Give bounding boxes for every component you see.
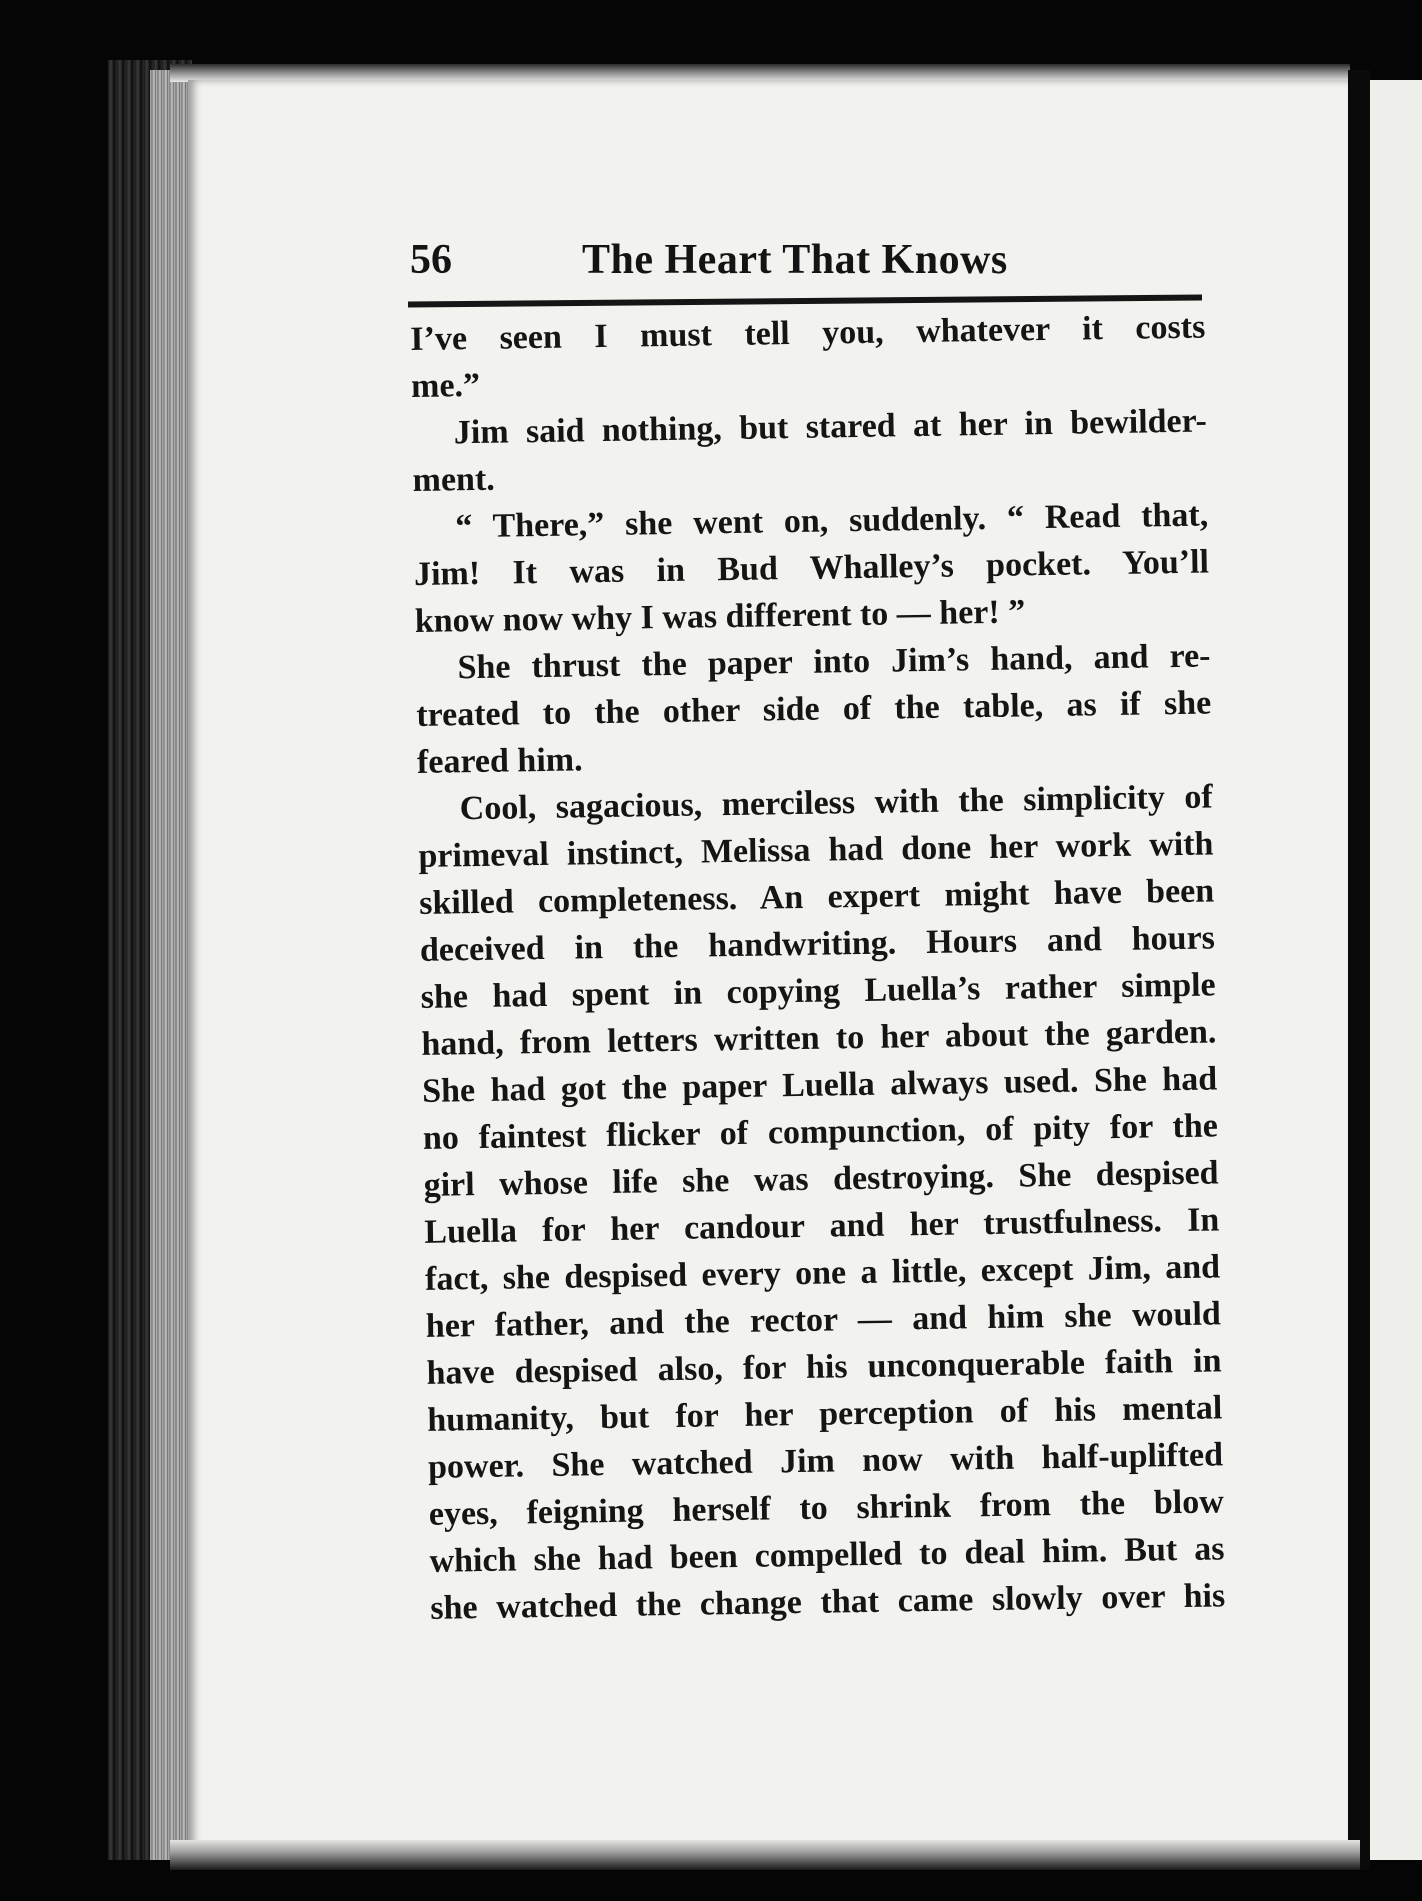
- text-line: Cool, sagacious, merciless with the simplicity of: [459, 778, 1213, 828]
- text-line: ment.: [412, 460, 496, 499]
- text-line: “ There,” she went on, suddenly. “ Read that,: [455, 496, 1209, 546]
- text-line: humanity, but for her perception of his mental: [427, 1389, 1223, 1439]
- text-line: she watched the change that came slowly over his: [430, 1577, 1226, 1627]
- text-line: no faintest flicker of compunction, of pity for the: [422, 1107, 1219, 1157]
- text-line: which she had been compelled to deal him. But as: [429, 1530, 1225, 1580]
- page-number: 56: [410, 237, 452, 283]
- text-line: hand, from letters written to her about the garden.: [421, 1013, 1217, 1063]
- text-line: feared him.: [416, 741, 583, 781]
- text-line: know now why I was different to — her! ”: [414, 593, 1026, 640]
- text-line: Luella for her candour and her trustfulness. In: [424, 1201, 1220, 1251]
- page-stack-edge: [150, 70, 190, 1860]
- text-line: I’ve seen I must tell you, whatever it costs: [410, 308, 1206, 358]
- text-line: Jim said nothing, but stared at her in bewilder-: [453, 402, 1208, 452]
- page-gutter: [1348, 70, 1370, 1870]
- facing-page-edge: [1370, 80, 1422, 1860]
- text-line: girl whose life she was destroying. She despised: [423, 1154, 1219, 1204]
- text-line: her father, and the rector — and him she would: [425, 1295, 1222, 1345]
- text-line: she had spent in copying Luella’s rather simple: [420, 966, 1216, 1016]
- text-line: eyes, feigning herself to shrink from the blow: [428, 1483, 1225, 1533]
- text-line: have despised also, for his unconquerable faith in: [426, 1342, 1222, 1392]
- running-header: [410, 236, 1200, 296]
- text-line: Jim! It was in Bud Whalley’s pocket. You’ll: [413, 543, 1210, 593]
- text-line: fact, she despised every one a little, except Jim, and: [424, 1248, 1221, 1298]
- text-line: skilled completeness. An expert might have been: [418, 872, 1215, 922]
- text-line: power. She watched Jim now with half-uplifted: [427, 1436, 1224, 1486]
- text-line: She thrust the paper into Jim’s hand, and re-: [457, 637, 1211, 687]
- text-line: treated to the other side of the table, as if she: [415, 684, 1212, 734]
- text-line: She had got the paper Luella always used. She had: [421, 1060, 1218, 1110]
- text-line: deceived in the handwriting. Hours and hours: [419, 919, 1216, 969]
- body-text: [410, 304, 1226, 1632]
- text-line: me.”: [410, 366, 481, 405]
- text-line: primeval instinct, Melissa had done her work with: [418, 825, 1214, 875]
- page-bottom-edge: [170, 1840, 1360, 1870]
- running-title: The Heart That Knows: [582, 237, 1008, 283]
